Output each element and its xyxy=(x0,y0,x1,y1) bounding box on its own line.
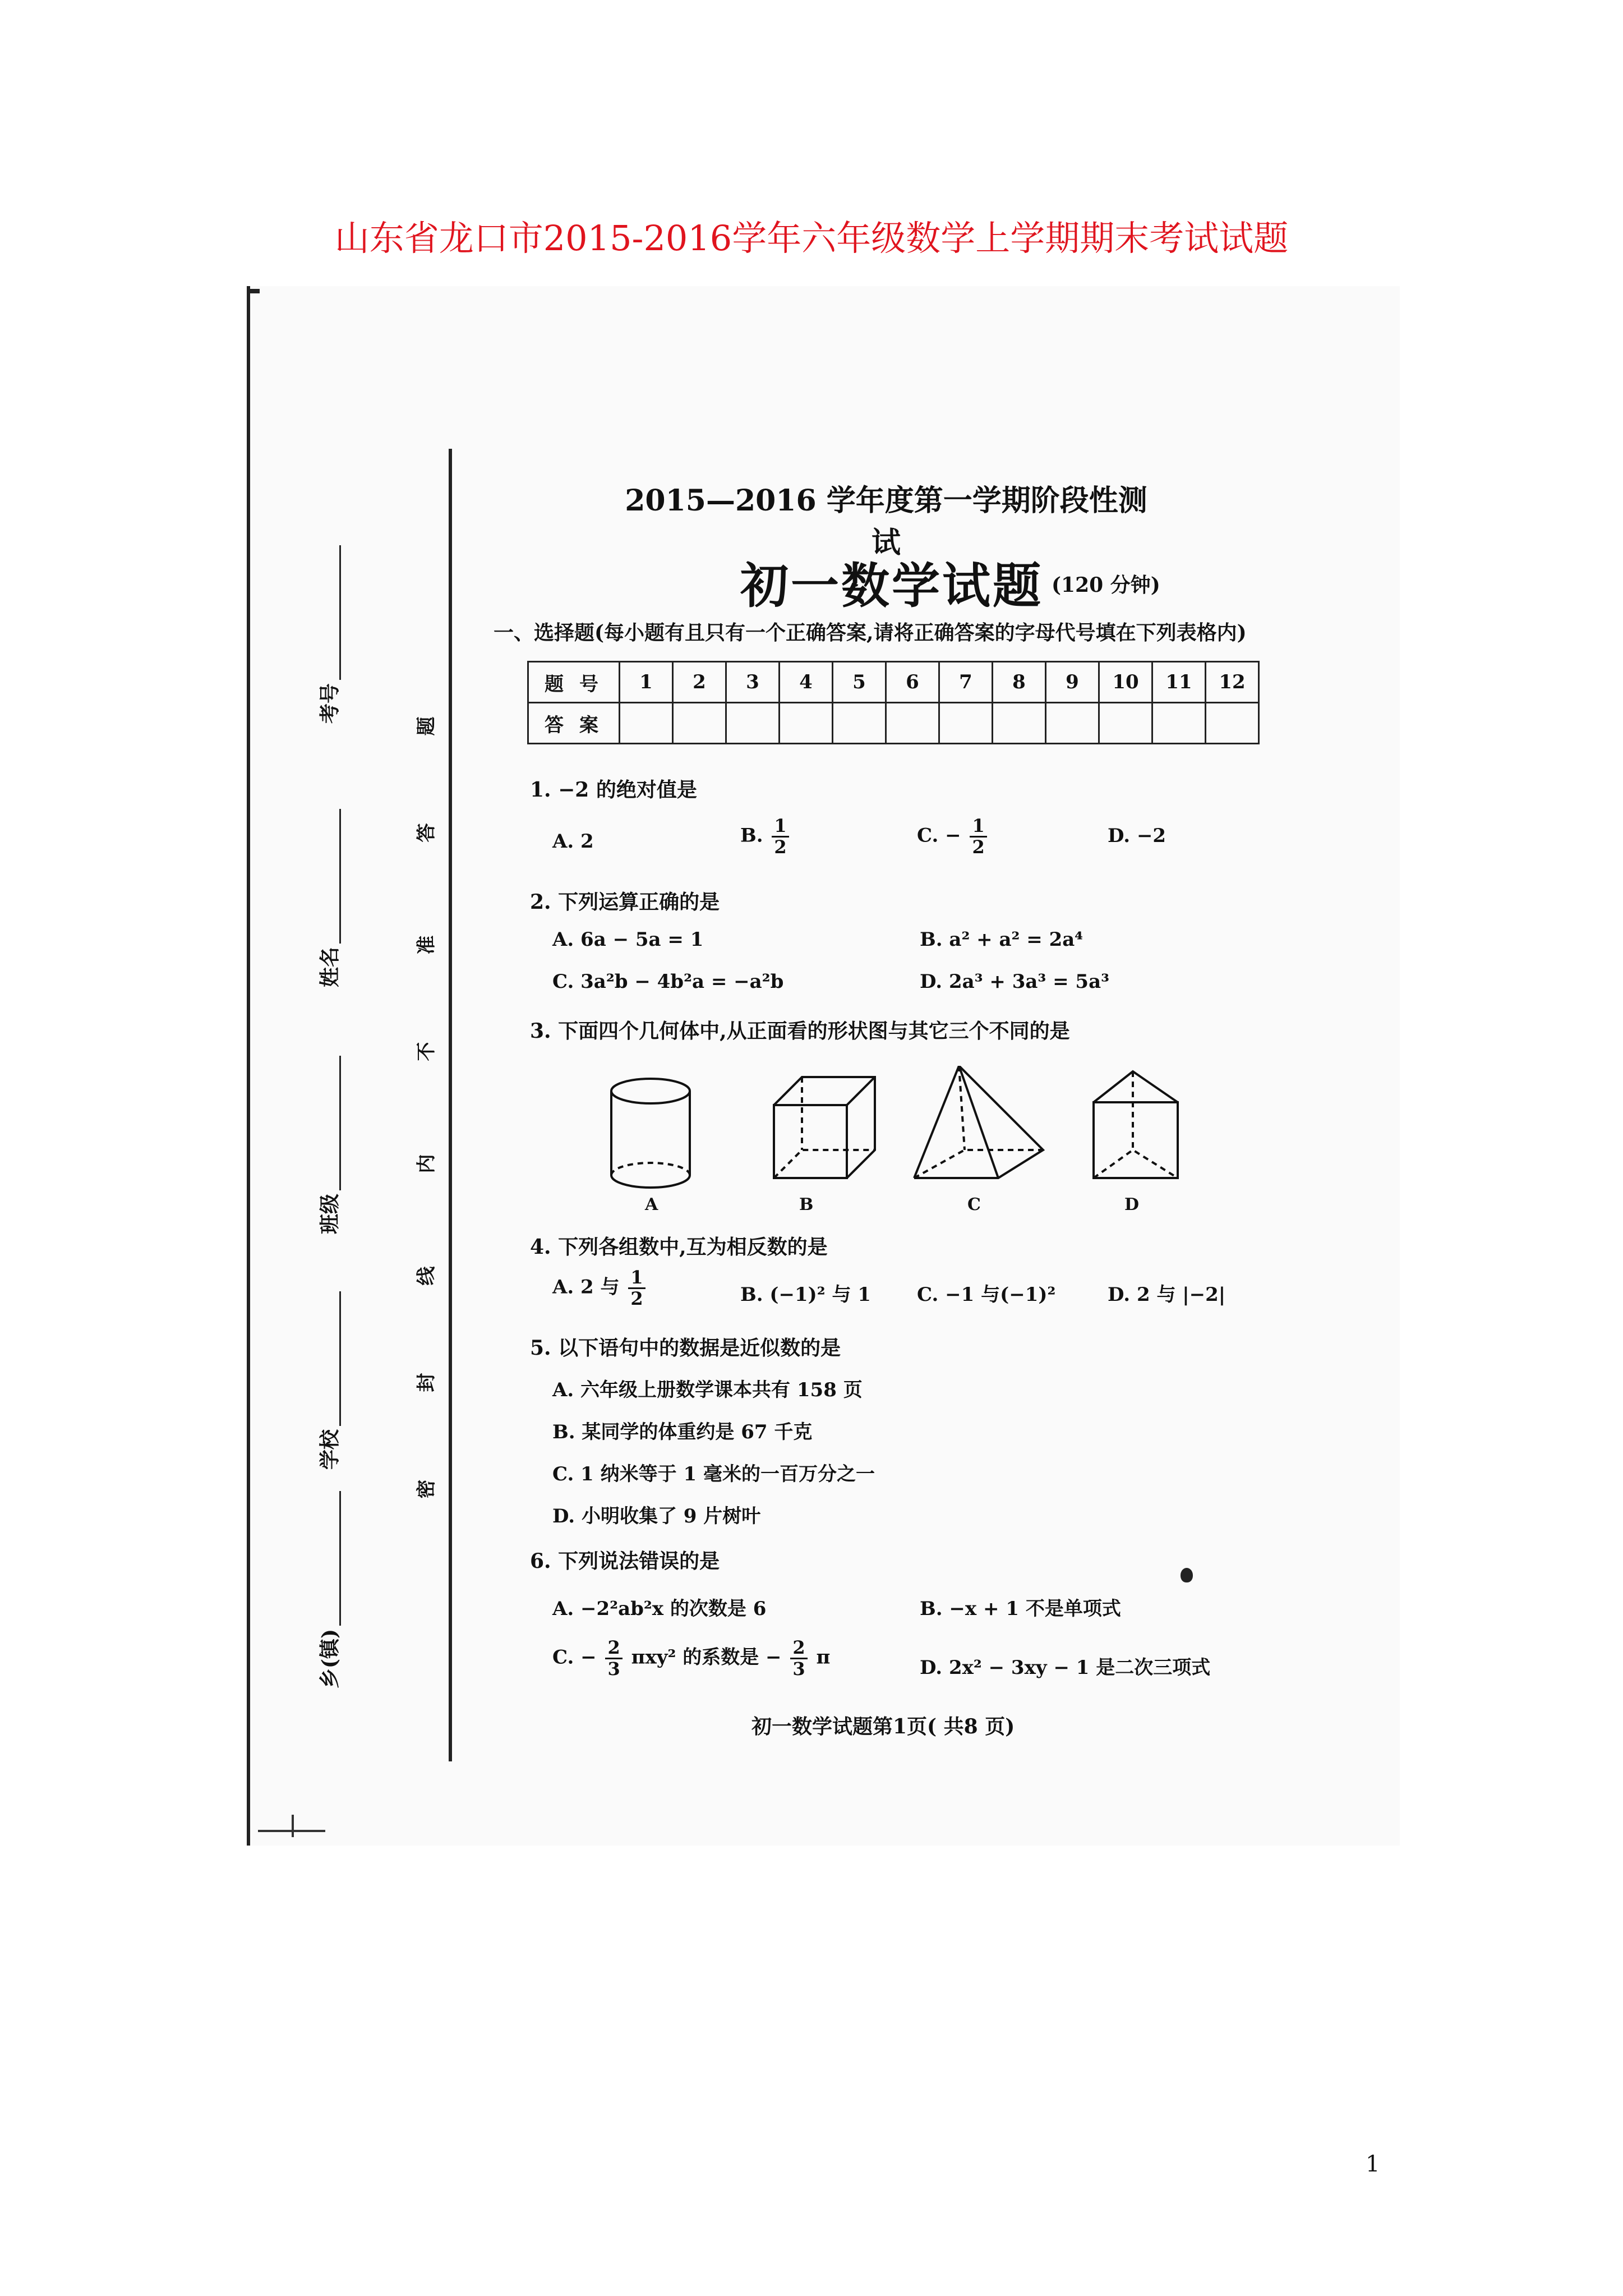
exam-title: 初一数学试题 xyxy=(740,558,1043,614)
q6-option-a: A. −2²ab²x 的次数是 6 xyxy=(552,1598,767,1620)
document-title: 山东省龙口市2015-2016学年六年级数学上学期期末考试试题 xyxy=(334,218,1289,259)
binding-line xyxy=(449,449,452,1761)
class-field xyxy=(314,1122,343,1234)
school-field xyxy=(314,1358,343,1470)
q4-option-c: C. −1 与(−1)² xyxy=(917,1283,1056,1306)
answer-cell[interactable] xyxy=(726,703,780,744)
q6-option-d: D. 2x² − 3xy − 1 是二次三项式 xyxy=(920,1657,1211,1679)
answer-cell[interactable] xyxy=(1046,703,1099,744)
exam-number-label: 考号 xyxy=(318,683,342,724)
q2-option-b: B. a² + a² = 2a⁴ xyxy=(920,928,1083,951)
seal-char: 密 xyxy=(415,1479,438,1499)
question-number-cell: 5 xyxy=(833,662,886,703)
answer-cell[interactable] xyxy=(886,703,939,744)
q4-option-d: D. 2 与 |−2| xyxy=(1108,1283,1226,1306)
seal-char: 内 xyxy=(415,1154,438,1174)
question-5-stem: 5. 以下语句中的数据是近似数的是 xyxy=(530,1336,841,1360)
scan-corner-mark xyxy=(250,289,260,293)
question-number-cell: 4 xyxy=(780,662,833,703)
q6-option-b: B. −x + 1 不是单项式 xyxy=(920,1598,1121,1620)
table-row xyxy=(528,703,1259,744)
answer-cell[interactable] xyxy=(1152,703,1206,744)
answer-cell[interactable] xyxy=(620,703,673,744)
answer-cell[interactable] xyxy=(673,703,726,744)
cube-figure xyxy=(774,1077,875,1178)
question-number-cell: 3 xyxy=(726,662,780,703)
q2-option-a: A. 6a − 5a = 1 xyxy=(552,928,704,951)
seal-char: 不 xyxy=(415,1042,438,1061)
question-number-cell: 2 xyxy=(673,662,726,703)
answer-cell[interactable] xyxy=(939,703,993,744)
q1-option-b: B. $\frac{1}{2}$ xyxy=(740,816,791,857)
section-heading: 一、选择题(每小题有且只有一个正确答案,请将正确答案的字母代号填在下列表格内) xyxy=(494,621,1247,645)
cylinder-figure xyxy=(611,1079,690,1188)
q1-option-a: A. 2 xyxy=(552,830,594,853)
q5-option-c: C. 1 纳米等于 1 毫米的一百万分之一 xyxy=(552,1463,875,1485)
question-number-cell: 10 xyxy=(1099,662,1152,703)
q4-option-a: A. 2 与 $\frac{1}{2}$ xyxy=(552,1268,648,1309)
ink-blot xyxy=(1181,1568,1193,1582)
seal-char: 线 xyxy=(415,1266,438,1286)
question-number-cell: 9 xyxy=(1046,662,1099,703)
question-number-cell: 12 xyxy=(1206,662,1259,703)
seal-char: 答 xyxy=(415,823,438,843)
q5-option-a: A. 六年级上册数学课本共有 158 页 xyxy=(552,1379,863,1401)
q1-option-d: D. −2 xyxy=(1108,825,1166,847)
scan-foot-mark-vertical xyxy=(292,1815,294,1837)
exam-page-footer: 初一数学试题第1页( 共8 页) xyxy=(751,1715,1015,1738)
question-number-cell: 8 xyxy=(993,662,1046,703)
question-3-stem: 3. 下面四个几何体中,从正面看的形状图与其它三个不同的是 xyxy=(530,1019,1070,1043)
name-field xyxy=(314,875,343,987)
q5-option-d: D. 小明收集了 9 片树叶 xyxy=(552,1505,761,1527)
q2-option-d: D. 2a³ + 3a³ = 5a³ xyxy=(920,970,1110,993)
table-row xyxy=(528,662,1259,703)
question-6-stem: 6. 下列说法错误的是 xyxy=(530,1549,720,1573)
exam-duration: (120 分钟) xyxy=(1052,573,1160,597)
figure-label-a: A xyxy=(645,1195,658,1214)
q1-option-c: C. − $\frac{1}{2}$ xyxy=(917,816,989,857)
question-number-header: 题号 xyxy=(528,662,620,703)
question-2-stem: 2. 下列运算正确的是 xyxy=(530,890,720,914)
class-label: 班级 xyxy=(318,1193,342,1234)
answer-cell[interactable] xyxy=(1206,703,1259,744)
answer-cell[interactable] xyxy=(1099,703,1152,744)
question-number-cell: 7 xyxy=(939,662,993,703)
school-label: 学校 xyxy=(318,1429,342,1470)
figure-label-c: C xyxy=(967,1195,981,1214)
seal-char: 封 xyxy=(415,1373,438,1392)
triangular-prism-figure xyxy=(1094,1071,1178,1178)
name-label: 姓名 xyxy=(318,946,342,987)
geometric-solids-figure xyxy=(606,1066,1211,1212)
answer-cell[interactable] xyxy=(833,703,886,744)
question-number-cell: 1 xyxy=(620,662,673,703)
figure-label-d: D xyxy=(1124,1195,1140,1214)
question-4-stem: 4. 下列各组数中,互为相反数的是 xyxy=(530,1235,828,1259)
q5-option-b: B. 某同学的体重约是 67 千克 xyxy=(552,1421,813,1443)
pyramid-figure xyxy=(914,1066,1043,1178)
page-number: 1 xyxy=(1366,2151,1380,2177)
question-1-stem: 1. −2 的绝对值是 xyxy=(530,778,697,802)
exam-header: 2015—2016 学年度第一学期阶段性测试 xyxy=(625,484,1147,560)
exam-number-field xyxy=(314,611,343,724)
q2-option-c: C. 3a²b − 4b²a = −a²b xyxy=(552,970,784,993)
figure-label-b: B xyxy=(799,1195,814,1214)
answer-cell[interactable] xyxy=(780,703,833,744)
town-label: 乡(镇) xyxy=(318,1628,342,1688)
q4-option-b: B. (−1)² 与 1 xyxy=(740,1283,871,1306)
question-number-cell: 11 xyxy=(1152,662,1206,703)
town-field xyxy=(314,1576,343,1688)
answer-table xyxy=(527,661,1260,744)
answer-row-header: 答案 xyxy=(528,703,620,744)
q6-option-c: C. − $\frac{2}{3}$ πxy² 的系数是 − $\frac{2}{3}$ π xyxy=(552,1637,831,1680)
seal-char: 准 xyxy=(415,935,438,955)
question-number-cell: 6 xyxy=(886,662,939,703)
seal-char: 题 xyxy=(415,716,438,736)
answer-cell[interactable] xyxy=(993,703,1046,744)
